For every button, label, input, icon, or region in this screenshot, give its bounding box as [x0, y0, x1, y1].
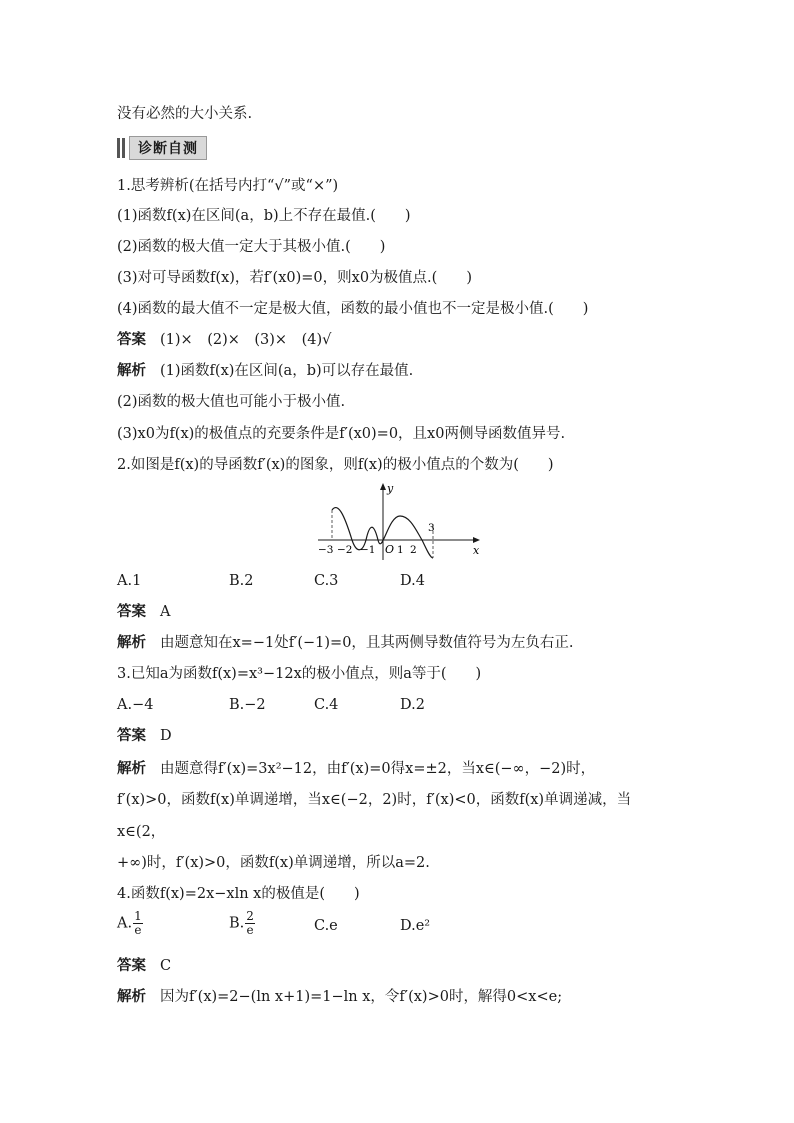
q4-explain: [117, 987, 562, 1007]
explain-text: (1)函数f(x)在区间(a，b)可以存在最值.: [160, 363, 414, 379]
fraction: [245, 910, 255, 937]
option-b: B.−2: [229, 697, 266, 713]
answer-label: 答案: [117, 957, 146, 974]
answer-label: 答案: [117, 603, 146, 620]
x-axis-arrow-icon: [473, 537, 480, 543]
section-title: 诊断自测: [129, 136, 207, 160]
option-prefix: A.: [117, 915, 133, 932]
q3-explain: [117, 759, 595, 779]
q4-options: [117, 910, 537, 946]
derivative-graph: [312, 480, 484, 562]
numerator: 1: [134, 909, 142, 923]
denominator: e: [134, 923, 142, 937]
answer-label: 答案: [117, 331, 146, 348]
tick-label: −1: [360, 544, 376, 556]
q1-item: (2)函数的极大值一定大于其极小值.( ): [117, 239, 386, 255]
explain-text: 因为f′(x)=2−(ln x+1)=1−ln x，令f′(x)>0时，解得0<x<e;: [160, 989, 563, 1005]
intro-tail: 没有必然的大小关系.: [117, 106, 253, 122]
option-c: C.3: [314, 573, 339, 589]
option-a: A.−4: [117, 697, 154, 713]
q2-answer: [117, 602, 170, 622]
q1-answer: [117, 330, 331, 350]
explain-label: 解析: [117, 634, 146, 651]
option-d: D.4: [400, 573, 425, 589]
q3-explain-line: +∞)时，f′(x)>0，函数f(x)单调递增，所以a=2.: [117, 855, 430, 871]
q4-title: 4.函数f(x)=2x−xln x的极值是( ): [117, 886, 360, 902]
option-b: [229, 910, 255, 937]
y-axis-arrow-icon: [380, 483, 386, 490]
explain-text: 由题意得f′(x)=3x²−12，由f′(x)=0得x=±2，当x∈(−∞，−2)时，: [160, 761, 596, 777]
option-d: D.2: [400, 697, 425, 713]
q3-explain-line: f′(x)>0，函数f(x)单调递增，当x∈(−2，2)时，f′(x)<0，函数f(x)单调递减，当: [117, 792, 632, 808]
q1-item: (3)对可导函数f(x)，若f′(x0)=0，则x0为极值点.( ): [117, 270, 472, 286]
q3-answer: [117, 726, 172, 746]
explain-label: 解析: [117, 760, 146, 777]
tick-label: −3: [318, 544, 334, 556]
tick-label: 2: [410, 544, 417, 556]
section-bar-icon: [117, 138, 120, 158]
q1-explain-line: (2)函数的极大值也可能小于极小值.: [117, 394, 346, 410]
q3-title: 3.已知a为函数f(x)=x³−12x的极小值点，则a等于( ): [117, 666, 482, 682]
option-a: [117, 910, 143, 937]
q1-item: (1)函数f(x)在区间(a，b)上不存在最值.( ): [117, 208, 411, 224]
tick-label: −2: [337, 544, 353, 556]
numerator: 2: [246, 909, 254, 923]
option-c: C.4: [314, 697, 339, 713]
explain-label: 解析: [117, 988, 146, 1005]
option-prefix: B.: [229, 915, 245, 932]
q3-explain-line: x∈(2，: [117, 824, 166, 840]
fraction: [133, 910, 143, 937]
q2-explain: [117, 633, 574, 653]
x-axis-label: x: [473, 544, 480, 557]
q1-item: (4)函数的最大值不一定是极大值，函数的最小值也不一定是极小值.( ): [117, 301, 589, 317]
q4-answer: [117, 956, 171, 976]
answer-text: (1)× (2)× (3)× (4)√: [160, 332, 332, 348]
answer-label: 答案: [117, 727, 146, 744]
option-a: A.1: [117, 573, 142, 589]
section-bar-icon: [122, 138, 125, 158]
option-b: B.2: [229, 573, 254, 589]
q1-title: 1.思考辨析(在括号内打“√”或“×”): [117, 178, 339, 194]
explain-label: 解析: [117, 362, 146, 379]
y-axis-label: y: [387, 482, 394, 495]
tick-label: 3: [428, 522, 435, 534]
tick-label: 1: [397, 544, 404, 556]
option-d: D.e²: [400, 918, 431, 934]
answer-text: D: [160, 728, 172, 744]
explain-text: 由题意知在x=−1处f′(−1)=0，且其两侧导数值符号为左负右正.: [160, 635, 574, 651]
q2-title: 2.如图是f(x)的导函数f′(x)的图象，则f(x)的极小值点的个数为( ): [117, 457, 554, 473]
section-header: [117, 136, 207, 160]
answer-text: C: [160, 958, 172, 974]
option-c: C.e: [314, 918, 338, 934]
denominator: e: [246, 923, 254, 937]
q1-explain: [117, 361, 413, 381]
origin-label: O: [385, 543, 395, 556]
answer-text: A: [160, 604, 171, 620]
q1-explain-line: (3)x0为f(x)的极值点的充要条件是f′(x0)=0，且x0两侧导函数值异号.: [117, 426, 566, 442]
